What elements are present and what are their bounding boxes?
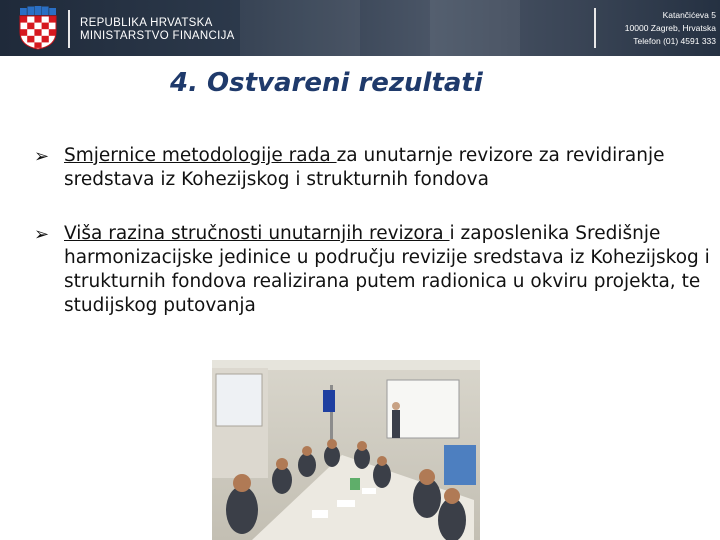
ministry-line2: MINISTARSTVO FINANCIJA xyxy=(80,30,235,42)
slide-title: 4. Ostvareni rezultati xyxy=(170,68,483,98)
bullet-text: i zaposlenika Središnje harmonizacijske jedinice u području revizije sredstava iz Kohezijskog i strukturnih fondova realizirana putem radionica u okviru projekta, te studijskog putovanja xyxy=(64,223,710,316)
ministry-line1: REPUBLIKA HRVATSKA xyxy=(80,17,213,29)
contact-phone: Telefon (01) 4591 333 xyxy=(633,36,716,46)
bullet-item xyxy=(34,222,714,318)
croatian-coat-of-arms-icon xyxy=(18,6,58,50)
bullet-text: za unutarnje revizore za revidiranje sredstava iz Kohezijskog i strukturnih fondova xyxy=(64,145,665,190)
arrow-bullet-icon: ➢ xyxy=(34,146,50,167)
header-divider xyxy=(594,8,596,48)
ministry-name xyxy=(80,17,235,43)
workshop-photo xyxy=(212,360,480,540)
contact-info xyxy=(625,9,716,48)
bullet-underlined-text: Smjernice metodologije rada xyxy=(64,145,337,166)
arrow-bullet-icon: ➢ xyxy=(34,224,50,245)
header-stone-texture xyxy=(240,0,360,56)
bullet-underlined-text: Viša razina stručnosti unutarnjih revizora xyxy=(64,223,450,244)
contact-address: Katančićeva 5 xyxy=(662,10,716,20)
header-divider xyxy=(68,10,70,48)
bullet-item xyxy=(34,144,714,192)
contact-city: 10000 Zagreb, Hrvatska xyxy=(624,23,716,33)
header-banner xyxy=(0,0,720,56)
bullet-list xyxy=(34,144,714,318)
header-stone-texture xyxy=(430,0,520,56)
